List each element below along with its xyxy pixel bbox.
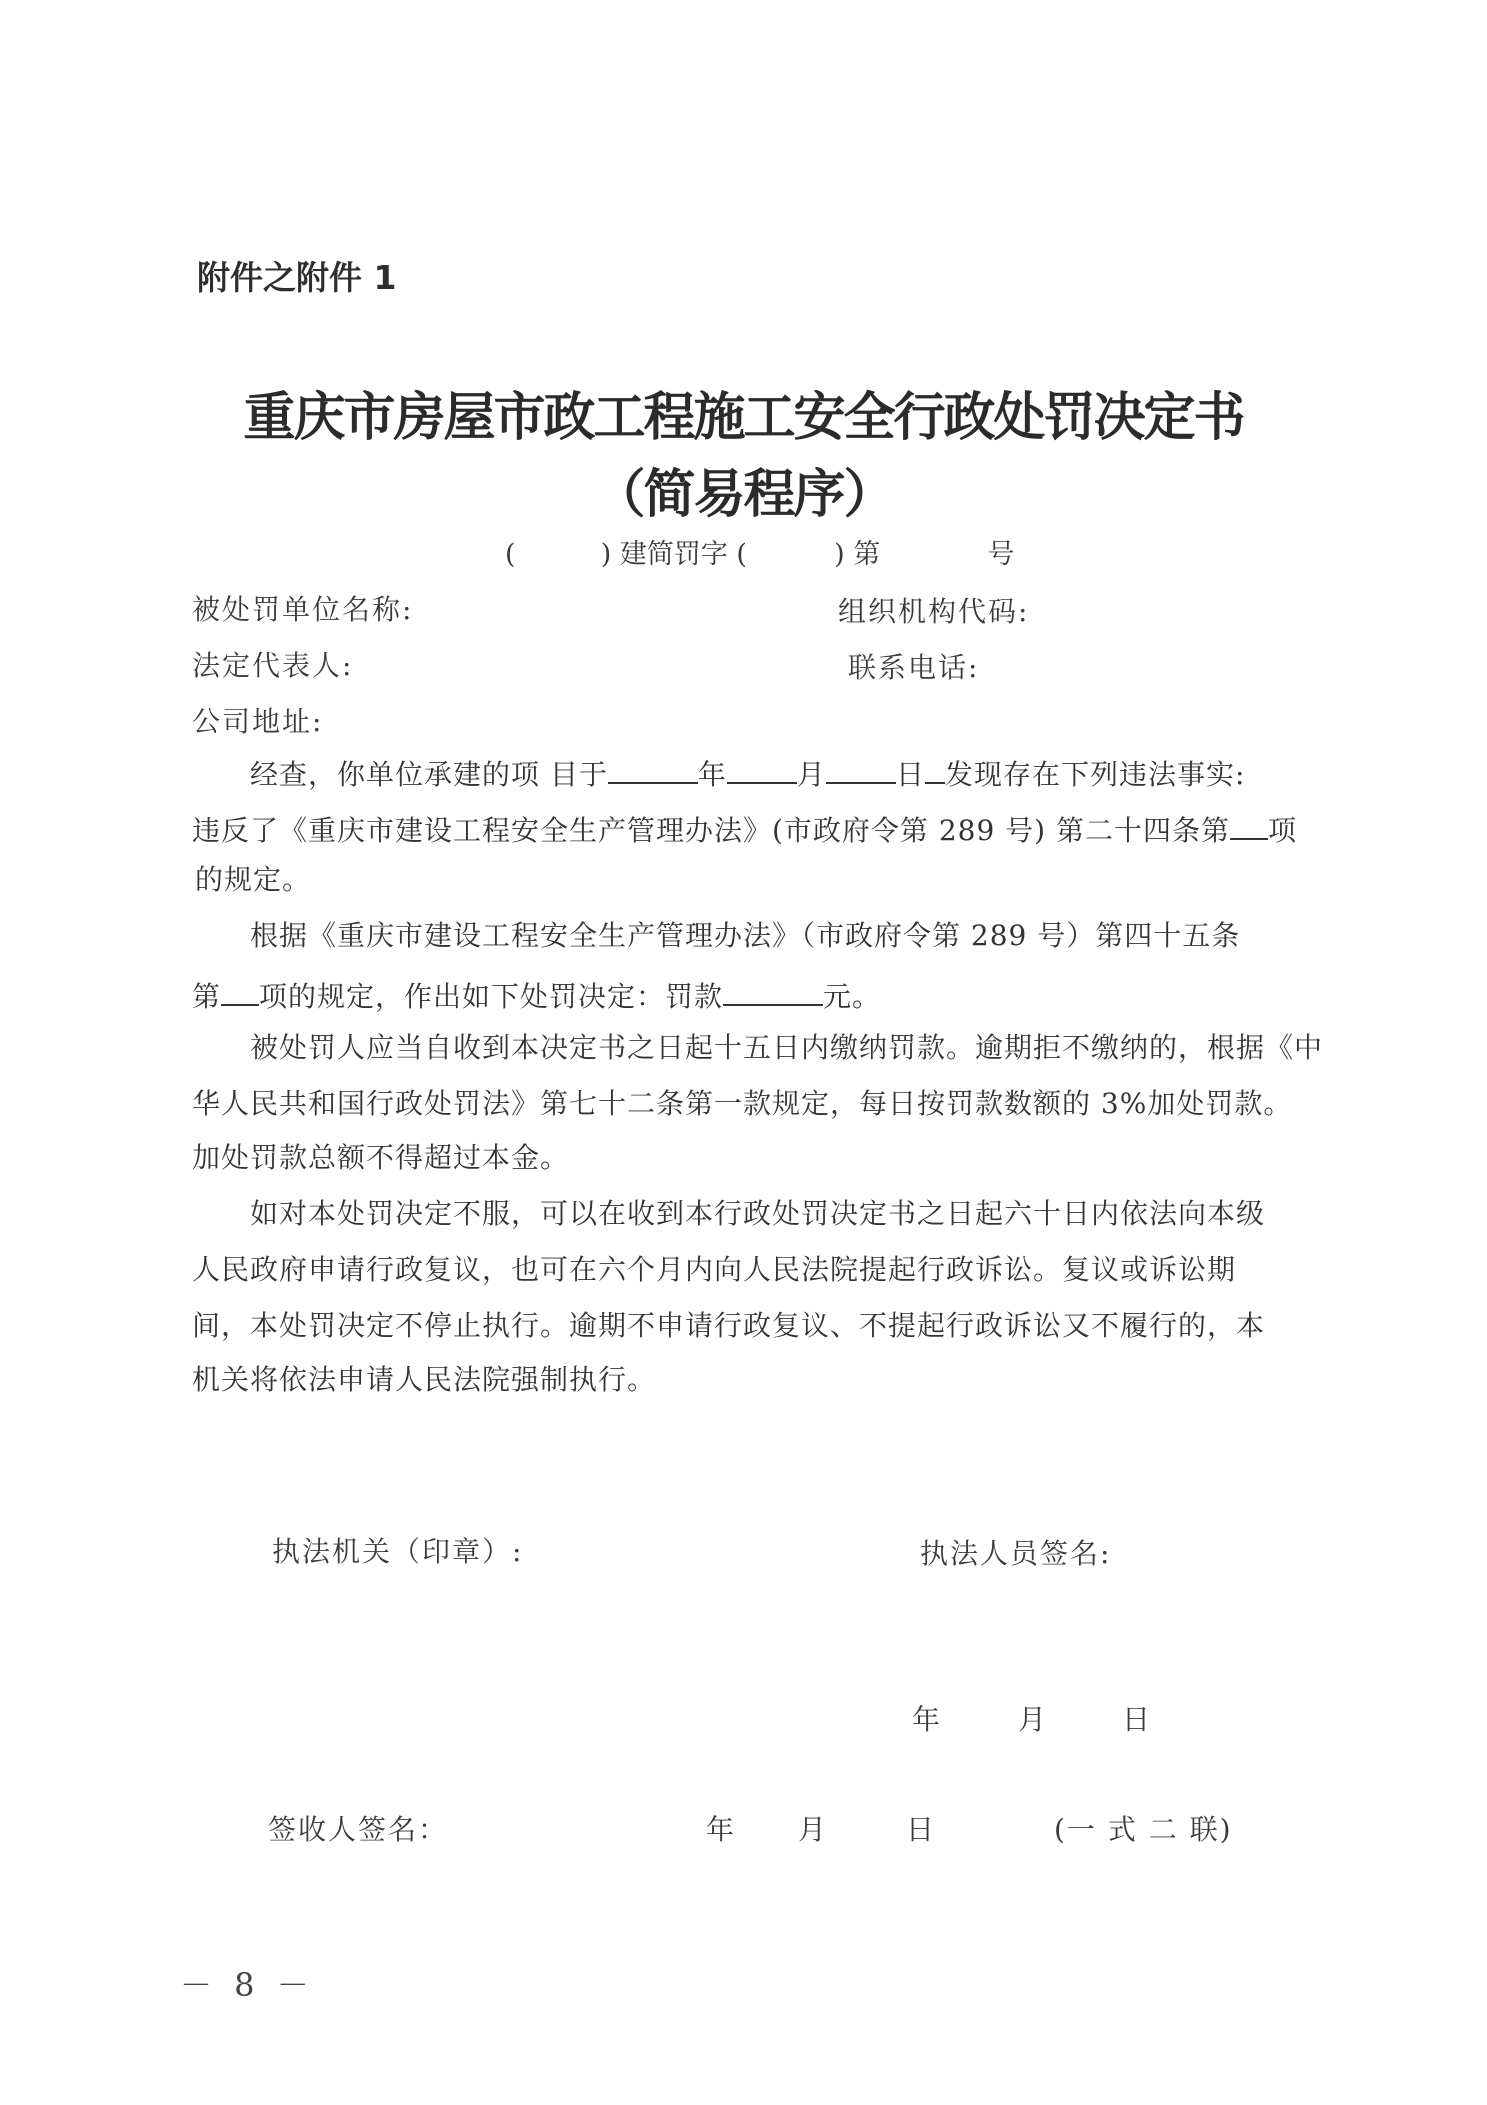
penalized-unit-label: 被处罚单位名称: — [192, 593, 414, 626]
sign-date-year: 年 — [912, 1703, 943, 1736]
sign-date-day: 日 — [1122, 1703, 1153, 1736]
sign-date-month: 月 — [1018, 1703, 1049, 1736]
paragraph-3-line-1: 被处罚人应当自收到本决定书之日起十五日内缴纳罚款。逾期拒不缴纳的，根据《中 — [250, 1031, 1324, 1064]
document-number — [505, 532, 1014, 571]
paragraph-4-line-3: 间，本处罚决定不停止执行。逾期不申请行政复议、不提起行政诉讼又不履行的，本 — [192, 1309, 1266, 1342]
paragraph-3-line-2: 华人民共和国行政处罚法》第七十二条第一款规定，每日按罚款数额的 3%加处罚款。 — [192, 1087, 1293, 1120]
page-number: － 8 － — [180, 1966, 315, 2004]
org-code-label: 组织机构代码: — [838, 595, 1030, 628]
paragraph-1-line-1: 经查，你单位承建的项 目于 年 月 日 发现存在下列违法事实: — [250, 758, 1246, 791]
receiver-sign-label: 签收人签名： — [268, 1813, 449, 1846]
paragraph-4-line-4: 机关将依法申请人民法院强制执行。 — [192, 1363, 657, 1396]
copies-note: (一 式 二 联) — [1054, 1813, 1233, 1846]
legal-rep-label: 法定代表人: — [192, 649, 354, 682]
doc-number-open: ( — [505, 539, 516, 570]
agency-seal-label: 执法机关（印章）: — [272, 1535, 524, 1568]
attachment-label: 附件之附件 1 — [197, 258, 397, 297]
receive-date-month: 月 — [798, 1813, 829, 1846]
address-label: 公司地址: — [192, 705, 324, 738]
document-subtitle: （简易程序） — [593, 465, 894, 525]
paragraph-3-line-3: 加处罚款总额不得超过本金。 — [192, 1141, 570, 1174]
paragraph-4-line-2: 人民政府申请行政复议，也可在六个月内向人民法院提起行政诉讼。复议或诉讼期 — [192, 1253, 1237, 1286]
receive-date-day: 日 — [906, 1813, 937, 1846]
paragraph-4-line-1: 如对本处罚决定不服，可以在收到本行政处罚决定书之日起六十日内依法向本级 — [250, 1197, 1266, 1230]
paragraph-1-line-3: 的规定。 — [195, 863, 312, 896]
doc-number-di: ) 第 — [834, 539, 881, 570]
officer-sign-label: 执法人员签名: — [920, 1537, 1112, 1570]
paragraph-1-line-2: 违反了《重庆市建设工程安全生产管理办法》(市政府令第 289 号) 第二十四条第 项 — [192, 814, 1298, 847]
paragraph-2-line-1: 根据《重庆市建设工程安全生产管理办法》（市政府令第 289 号）第四十五条 — [250, 919, 1241, 952]
doc-number-hao: 号 — [987, 539, 1015, 570]
paragraph-2-line-2: 第 项的规定，作出如下处罚决定：罚款 元。 — [192, 980, 882, 1013]
document-title: 重庆市房屋市政工程施工安全行政处罚决定书 — [243, 388, 1244, 448]
receive-date-year: 年 — [706, 1813, 737, 1846]
phone-label: 联系电话: — [848, 651, 980, 684]
doc-number-prefix: ) 建简罚字 ( — [600, 539, 747, 570]
